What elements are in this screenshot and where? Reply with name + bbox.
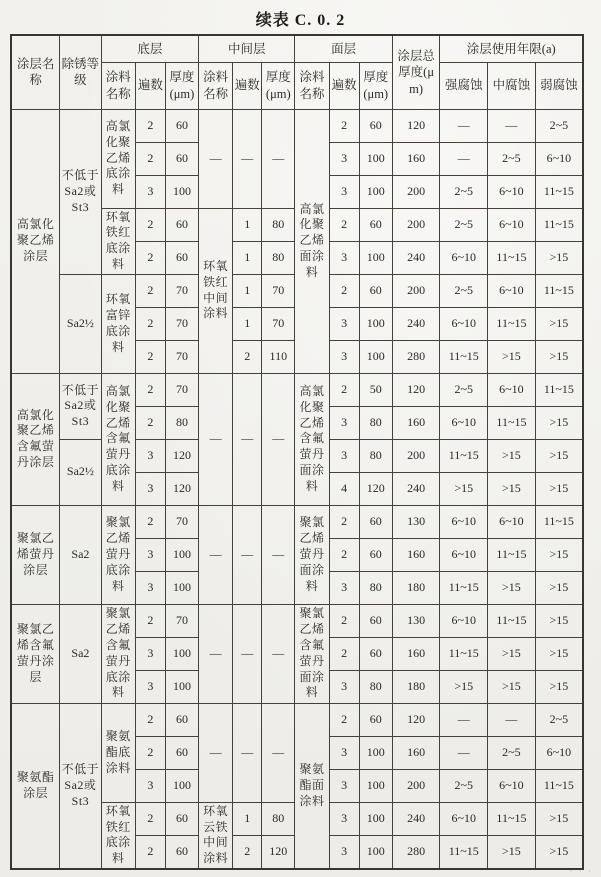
table-cell: 2~5 xyxy=(440,373,488,406)
table-cell: 聚氯乙烯萤丹面涂料 xyxy=(295,505,329,604)
table-cell: 2 xyxy=(135,373,165,406)
table-cell: — xyxy=(440,142,488,175)
table-cell: 80 xyxy=(165,406,198,439)
table-cell: 11~15 xyxy=(535,505,583,538)
header-total-thickness: 涂层总厚度(μm) xyxy=(392,35,440,109)
header-service-life: 涂层使用年限(a) xyxy=(440,35,583,62)
header-cell: 涂料名称 xyxy=(199,62,233,109)
table-cell: 不低于Sa2或St3 xyxy=(60,373,101,439)
table-cell: 120 xyxy=(262,836,295,869)
table-cell: 2 xyxy=(329,505,359,538)
table-cell: 6~10 xyxy=(440,241,488,274)
table-cell: 280 xyxy=(392,340,440,373)
table-cell: 6~10 xyxy=(440,604,488,637)
table-cell: — xyxy=(233,373,262,505)
table-cell: 2 xyxy=(135,836,165,869)
table-cell: — xyxy=(199,109,233,208)
table-cell: >15 xyxy=(535,340,583,373)
table-cell: 200 xyxy=(392,208,440,241)
table-cell: 60 xyxy=(359,274,392,307)
table-cell: 200 xyxy=(392,175,440,208)
header-cell: 遍数 xyxy=(329,62,359,109)
table-cell: — xyxy=(233,604,262,703)
table-cell: 100 xyxy=(359,241,392,274)
table-cell: 11~15 xyxy=(488,307,536,340)
table-cell: 70 xyxy=(165,505,198,538)
table-cell: 6~10 xyxy=(488,769,536,802)
table-cell: 60 xyxy=(165,109,198,142)
table-cell: 高氯化聚乙烯含氟萤丹涂层 xyxy=(11,373,60,505)
table-cell: 200 xyxy=(392,769,440,802)
table-cell: 70 xyxy=(165,604,198,637)
table-cell: 80 xyxy=(262,802,295,835)
table-cell: 200 xyxy=(392,439,440,472)
table-cell: — xyxy=(440,109,488,142)
table-cell: 100 xyxy=(165,769,198,802)
table-cell: 130 xyxy=(392,505,440,538)
table-cell: 80 xyxy=(359,571,392,604)
table-cell: 160 xyxy=(392,736,440,769)
table-cell: 3 xyxy=(135,472,165,505)
table-cell: 11~15 xyxy=(488,802,536,835)
table-cell: 高氯化聚乙烯底涂料 xyxy=(101,109,135,208)
table-cell: 6~10 xyxy=(488,505,536,538)
table-header xyxy=(11,35,583,109)
table-cell: 240 xyxy=(392,307,440,340)
table-cell: 高氯化聚乙烯含氟萤丹底涂料 xyxy=(101,373,135,505)
table-cell: 60 xyxy=(165,208,198,241)
table-cell: 60 xyxy=(165,836,198,869)
table-cell: — xyxy=(262,373,295,505)
table-cell: 2 xyxy=(135,307,165,340)
table-cell: — xyxy=(262,703,295,802)
table-cell: 100 xyxy=(359,802,392,835)
table-cell: 11~15 xyxy=(488,538,536,571)
table-cell: >15 xyxy=(488,340,536,373)
table-cell: 240 xyxy=(392,472,440,505)
table-cell: >15 xyxy=(535,538,583,571)
table-cell: 3 xyxy=(135,439,165,472)
table-cell: 60 xyxy=(359,604,392,637)
table-row xyxy=(11,109,583,142)
table-cell: 80 xyxy=(359,670,392,703)
table-cell: — xyxy=(262,109,295,208)
table-cell: >15 xyxy=(535,836,583,869)
table-cell: 聚氯乙烯含氟萤丹面涂料 xyxy=(295,604,329,703)
table-cell: — xyxy=(233,703,262,802)
table-cell: — xyxy=(199,604,233,703)
table-cell: 100 xyxy=(165,571,198,604)
table-cell: 120 xyxy=(165,472,198,505)
table-row xyxy=(11,604,583,637)
table-cell: 120 xyxy=(165,439,198,472)
header-cell: 厚度(μm) xyxy=(165,62,198,109)
table-cell: 2 xyxy=(135,142,165,175)
table-cell: 6~10 xyxy=(488,373,536,406)
table-cell: 110 xyxy=(262,340,295,373)
table-cell: >15 xyxy=(535,307,583,340)
table-cell: Sa2 xyxy=(60,505,101,604)
table-cell: 60 xyxy=(359,538,392,571)
table-cell: 3 xyxy=(329,241,359,274)
table-cell: 2 xyxy=(135,736,165,769)
table-cell: 2~5 xyxy=(535,109,583,142)
table-cell: 2 xyxy=(329,208,359,241)
table-cell: 60 xyxy=(359,703,392,736)
table-cell: 1 xyxy=(233,274,262,307)
table-cell: — xyxy=(233,109,262,208)
table-cell: 100 xyxy=(165,175,198,208)
header-bottom-layer: 底层 xyxy=(101,35,198,62)
table-cell: 聚氯乙烯含氟萤丹底涂料 xyxy=(101,604,135,703)
table-cell: 60 xyxy=(359,208,392,241)
table-cell: 聚氨酯底涂料 xyxy=(101,703,135,802)
table-cell: 80 xyxy=(262,241,295,274)
table-cell: — xyxy=(199,505,233,604)
table-cell: 高氯化聚乙烯面涂料 xyxy=(295,109,329,373)
table-cell: 11~15 xyxy=(440,836,488,869)
table-cell: 60 xyxy=(165,241,198,274)
table-cell: >15 xyxy=(488,472,536,505)
table-cell: 3 xyxy=(329,670,359,703)
table-cell: 60 xyxy=(165,736,198,769)
table-cell: 环氧铁红中间涂料 xyxy=(199,208,233,373)
table-cell: 聚氯乙烯萤丹底涂料 xyxy=(101,505,135,604)
table-cell: 2 xyxy=(329,109,359,142)
table-cell: 100 xyxy=(359,175,392,208)
table-cell: 3 xyxy=(329,802,359,835)
table-cell: >15 xyxy=(535,241,583,274)
table-cell: 100 xyxy=(359,307,392,340)
table-cell: 11~15 xyxy=(440,340,488,373)
header-coating-name: 涂层名称 xyxy=(11,35,60,109)
table-cell: 3 xyxy=(329,769,359,802)
table-cell: 6~10 xyxy=(440,538,488,571)
header-cell: 中腐蚀 xyxy=(488,62,536,109)
table-cell: 2 xyxy=(135,406,165,439)
table-cell: 3 xyxy=(329,175,359,208)
table-cell: 3 xyxy=(329,142,359,175)
table-cell: 100 xyxy=(165,637,198,670)
table-cell: 3 xyxy=(135,670,165,703)
table-cell: 2 xyxy=(329,604,359,637)
table-cell: 120 xyxy=(359,472,392,505)
header-cell: 强腐蚀 xyxy=(440,62,488,109)
table-cell: 3 xyxy=(329,406,359,439)
table-cell: >15 xyxy=(488,571,536,604)
table-cell: 2 xyxy=(329,538,359,571)
table-cell: 2 xyxy=(329,637,359,670)
table-cell: 60 xyxy=(165,703,198,736)
table-cell: 2~5 xyxy=(488,142,536,175)
table-cell: 120 xyxy=(392,703,440,736)
table-cell: 2 xyxy=(135,241,165,274)
table-cell: 60 xyxy=(359,637,392,670)
table-cell: 3 xyxy=(135,769,165,802)
table-cell: >15 xyxy=(535,637,583,670)
table-cell: 2 xyxy=(135,802,165,835)
table-cell: >15 xyxy=(535,439,583,472)
coating-spec-table xyxy=(10,34,584,870)
table-cell: 1 xyxy=(233,241,262,274)
table-cell: 6~10 xyxy=(535,142,583,175)
table-cell: 11~15 xyxy=(440,439,488,472)
table-cell: 11~15 xyxy=(535,208,583,241)
table-cell: 2 xyxy=(233,340,262,373)
header-cell: 弱腐蚀 xyxy=(535,62,583,109)
table-cell: 不低于Sa2或St3 xyxy=(60,109,101,274)
table-cell: 80 xyxy=(262,208,295,241)
table-cell: 180 xyxy=(392,670,440,703)
table-cell: 3 xyxy=(135,637,165,670)
table-cell: 2 xyxy=(329,274,359,307)
table-cell: 2 xyxy=(135,505,165,538)
table-cell: >15 xyxy=(535,406,583,439)
table-cell: 6~10 xyxy=(440,505,488,538)
table-cell: — xyxy=(488,703,536,736)
table-cell: 6~10 xyxy=(488,175,536,208)
table-cell: 聚氯乙烯含氟萤丹涂层 xyxy=(11,604,60,703)
table-cell: 1 xyxy=(233,802,262,835)
table-cell: 3 xyxy=(329,340,359,373)
table-cell: >15 xyxy=(488,637,536,670)
table-row xyxy=(11,703,583,736)
table-cell: 环氧铁红底涂料 xyxy=(101,208,135,274)
table-cell: 11~15 xyxy=(535,274,583,307)
table-cell: — xyxy=(440,736,488,769)
table-cell: 2 xyxy=(233,836,262,869)
table-cell: 聚氯乙烯萤丹涂层 xyxy=(11,505,60,604)
table-cell: 100 xyxy=(165,538,198,571)
header-cell: 厚度(μm) xyxy=(359,62,392,109)
table-cell: >15 xyxy=(488,836,536,869)
table-cell: >15 xyxy=(535,670,583,703)
header-cell: 厚度(μm) xyxy=(262,62,295,109)
table-cell: 1 xyxy=(233,307,262,340)
table-cell: 100 xyxy=(359,736,392,769)
table-cell: 6~10 xyxy=(440,307,488,340)
table-cell: >15 xyxy=(535,571,583,604)
table-cell: 11~15 xyxy=(440,571,488,604)
table-cell: 80 xyxy=(359,439,392,472)
table-cell: 6~10 xyxy=(535,736,583,769)
table-cell: 11~15 xyxy=(440,637,488,670)
table-cell: 高氯化聚乙烯涂层 xyxy=(11,109,60,373)
table-cell: 环氧富锌底涂料 xyxy=(101,274,135,373)
table-cell: Sa2 xyxy=(60,604,101,703)
table-cell: 11~15 xyxy=(488,241,536,274)
table-cell: 130 xyxy=(392,604,440,637)
table-cell: 3 xyxy=(329,836,359,869)
table-cell: — xyxy=(262,505,295,604)
table-cell: 6~10 xyxy=(488,208,536,241)
table-cell: 2~5 xyxy=(535,703,583,736)
table-cell: 70 xyxy=(165,307,198,340)
table-cell: 2~5 xyxy=(440,175,488,208)
table-cell: 100 xyxy=(359,340,392,373)
table-cell: — xyxy=(262,604,295,703)
table-cell: 6~10 xyxy=(488,274,536,307)
table-cell: 70 xyxy=(165,274,198,307)
header-top-layer: 面层 xyxy=(295,35,392,62)
table-cell: 280 xyxy=(392,836,440,869)
table-cell: 11~15 xyxy=(488,604,536,637)
table-cell: 70 xyxy=(165,340,198,373)
table-cell: — xyxy=(199,703,233,802)
table-cell: 不低于Sa2或St3 xyxy=(60,703,101,869)
table-cell: 200 xyxy=(392,274,440,307)
table-cell: 1 xyxy=(233,208,262,241)
table-cell: 环氧铁红底涂料 xyxy=(101,802,135,869)
header-cell: 遍数 xyxy=(233,62,262,109)
table-cell: 环氧云铁中间涂料 xyxy=(199,802,233,869)
table-cell: — xyxy=(488,109,536,142)
table-cell: 70 xyxy=(262,307,295,340)
table-cell: 11~15 xyxy=(535,175,583,208)
header-middle-layer: 中间层 xyxy=(199,35,295,62)
table-cell: 100 xyxy=(359,769,392,802)
table-cell: >15 xyxy=(535,604,583,637)
table-cell: — xyxy=(233,505,262,604)
table-cell: 70 xyxy=(165,373,198,406)
table-cell: >15 xyxy=(535,802,583,835)
table-cell: 聚氨酯面涂料 xyxy=(295,703,329,869)
table-cell: 2 xyxy=(135,274,165,307)
table-cell: 160 xyxy=(392,142,440,175)
table-cell: 120 xyxy=(392,109,440,142)
header-cell: 遍数 xyxy=(135,62,165,109)
table-cell: 100 xyxy=(359,142,392,175)
scan-artifact: · · · xyxy=(569,866,593,876)
table-cell: 2 xyxy=(329,703,359,736)
table-cell: 80 xyxy=(359,406,392,439)
table-cell: 2 xyxy=(329,373,359,406)
table-cell: 60 xyxy=(165,142,198,175)
table-cell: 高氯化聚乙烯含氟萤丹面涂料 xyxy=(295,373,329,505)
table-cell: 2~5 xyxy=(440,274,488,307)
table-cell: 3 xyxy=(135,175,165,208)
table-cell: >15 xyxy=(535,472,583,505)
table-cell: Sa2½ xyxy=(60,439,101,505)
table-cell: 50 xyxy=(359,373,392,406)
table-cell: >15 xyxy=(488,439,536,472)
table-title: 续表 C. 0. 2 xyxy=(255,12,346,29)
table-cell: Sa2½ xyxy=(60,274,101,373)
table-cell: — xyxy=(199,373,233,505)
table-cell: 2 xyxy=(135,109,165,142)
table-cell: 60 xyxy=(165,802,198,835)
table-cell: 100 xyxy=(165,670,198,703)
table-cell: 60 xyxy=(359,505,392,538)
table-cell: 2 xyxy=(135,703,165,736)
table-cell: 11~15 xyxy=(535,373,583,406)
table-row xyxy=(11,505,583,538)
header-rust-grade: 除锈等级 xyxy=(60,35,101,109)
table-cell: 100 xyxy=(359,836,392,869)
table-cell: 11~15 xyxy=(535,769,583,802)
table-cell: 70 xyxy=(262,274,295,307)
table-body xyxy=(11,109,583,869)
table-cell: 11~15 xyxy=(488,406,536,439)
header-cell: 涂料名称 xyxy=(101,62,135,109)
table-cell: 2 xyxy=(135,604,165,637)
table-row xyxy=(11,373,583,406)
table-cell: 240 xyxy=(392,802,440,835)
header-cell: 涂料名称 xyxy=(295,62,329,109)
table-cell: 3 xyxy=(329,439,359,472)
table-cell: 3 xyxy=(329,736,359,769)
table-cell: — xyxy=(440,703,488,736)
table-cell: 120 xyxy=(392,373,440,406)
table-cell: 160 xyxy=(392,637,440,670)
table-cell: 3 xyxy=(329,307,359,340)
table-cell: 60 xyxy=(359,109,392,142)
table-cell: 4 xyxy=(329,472,359,505)
table-cell: >15 xyxy=(488,670,536,703)
table-cell: 2 xyxy=(135,340,165,373)
table-cell: 3 xyxy=(329,571,359,604)
table-cell: >15 xyxy=(440,670,488,703)
table-cell: >15 xyxy=(440,472,488,505)
table-cell: 6~10 xyxy=(440,406,488,439)
table-cell: 2~5 xyxy=(440,769,488,802)
table-cell: 2~5 xyxy=(440,208,488,241)
table-cell: 2 xyxy=(135,208,165,241)
table-cell: 180 xyxy=(392,571,440,604)
table-cell: 2~5 xyxy=(488,736,536,769)
table-cell: 240 xyxy=(392,241,440,274)
table-cell: 3 xyxy=(135,538,165,571)
table-cell: 3 xyxy=(135,571,165,604)
table-cell: 160 xyxy=(392,406,440,439)
table-cell: 160 xyxy=(392,538,440,571)
table-cell: 6~10 xyxy=(440,802,488,835)
table-cell: 聚氨酯涂层 xyxy=(11,703,60,869)
